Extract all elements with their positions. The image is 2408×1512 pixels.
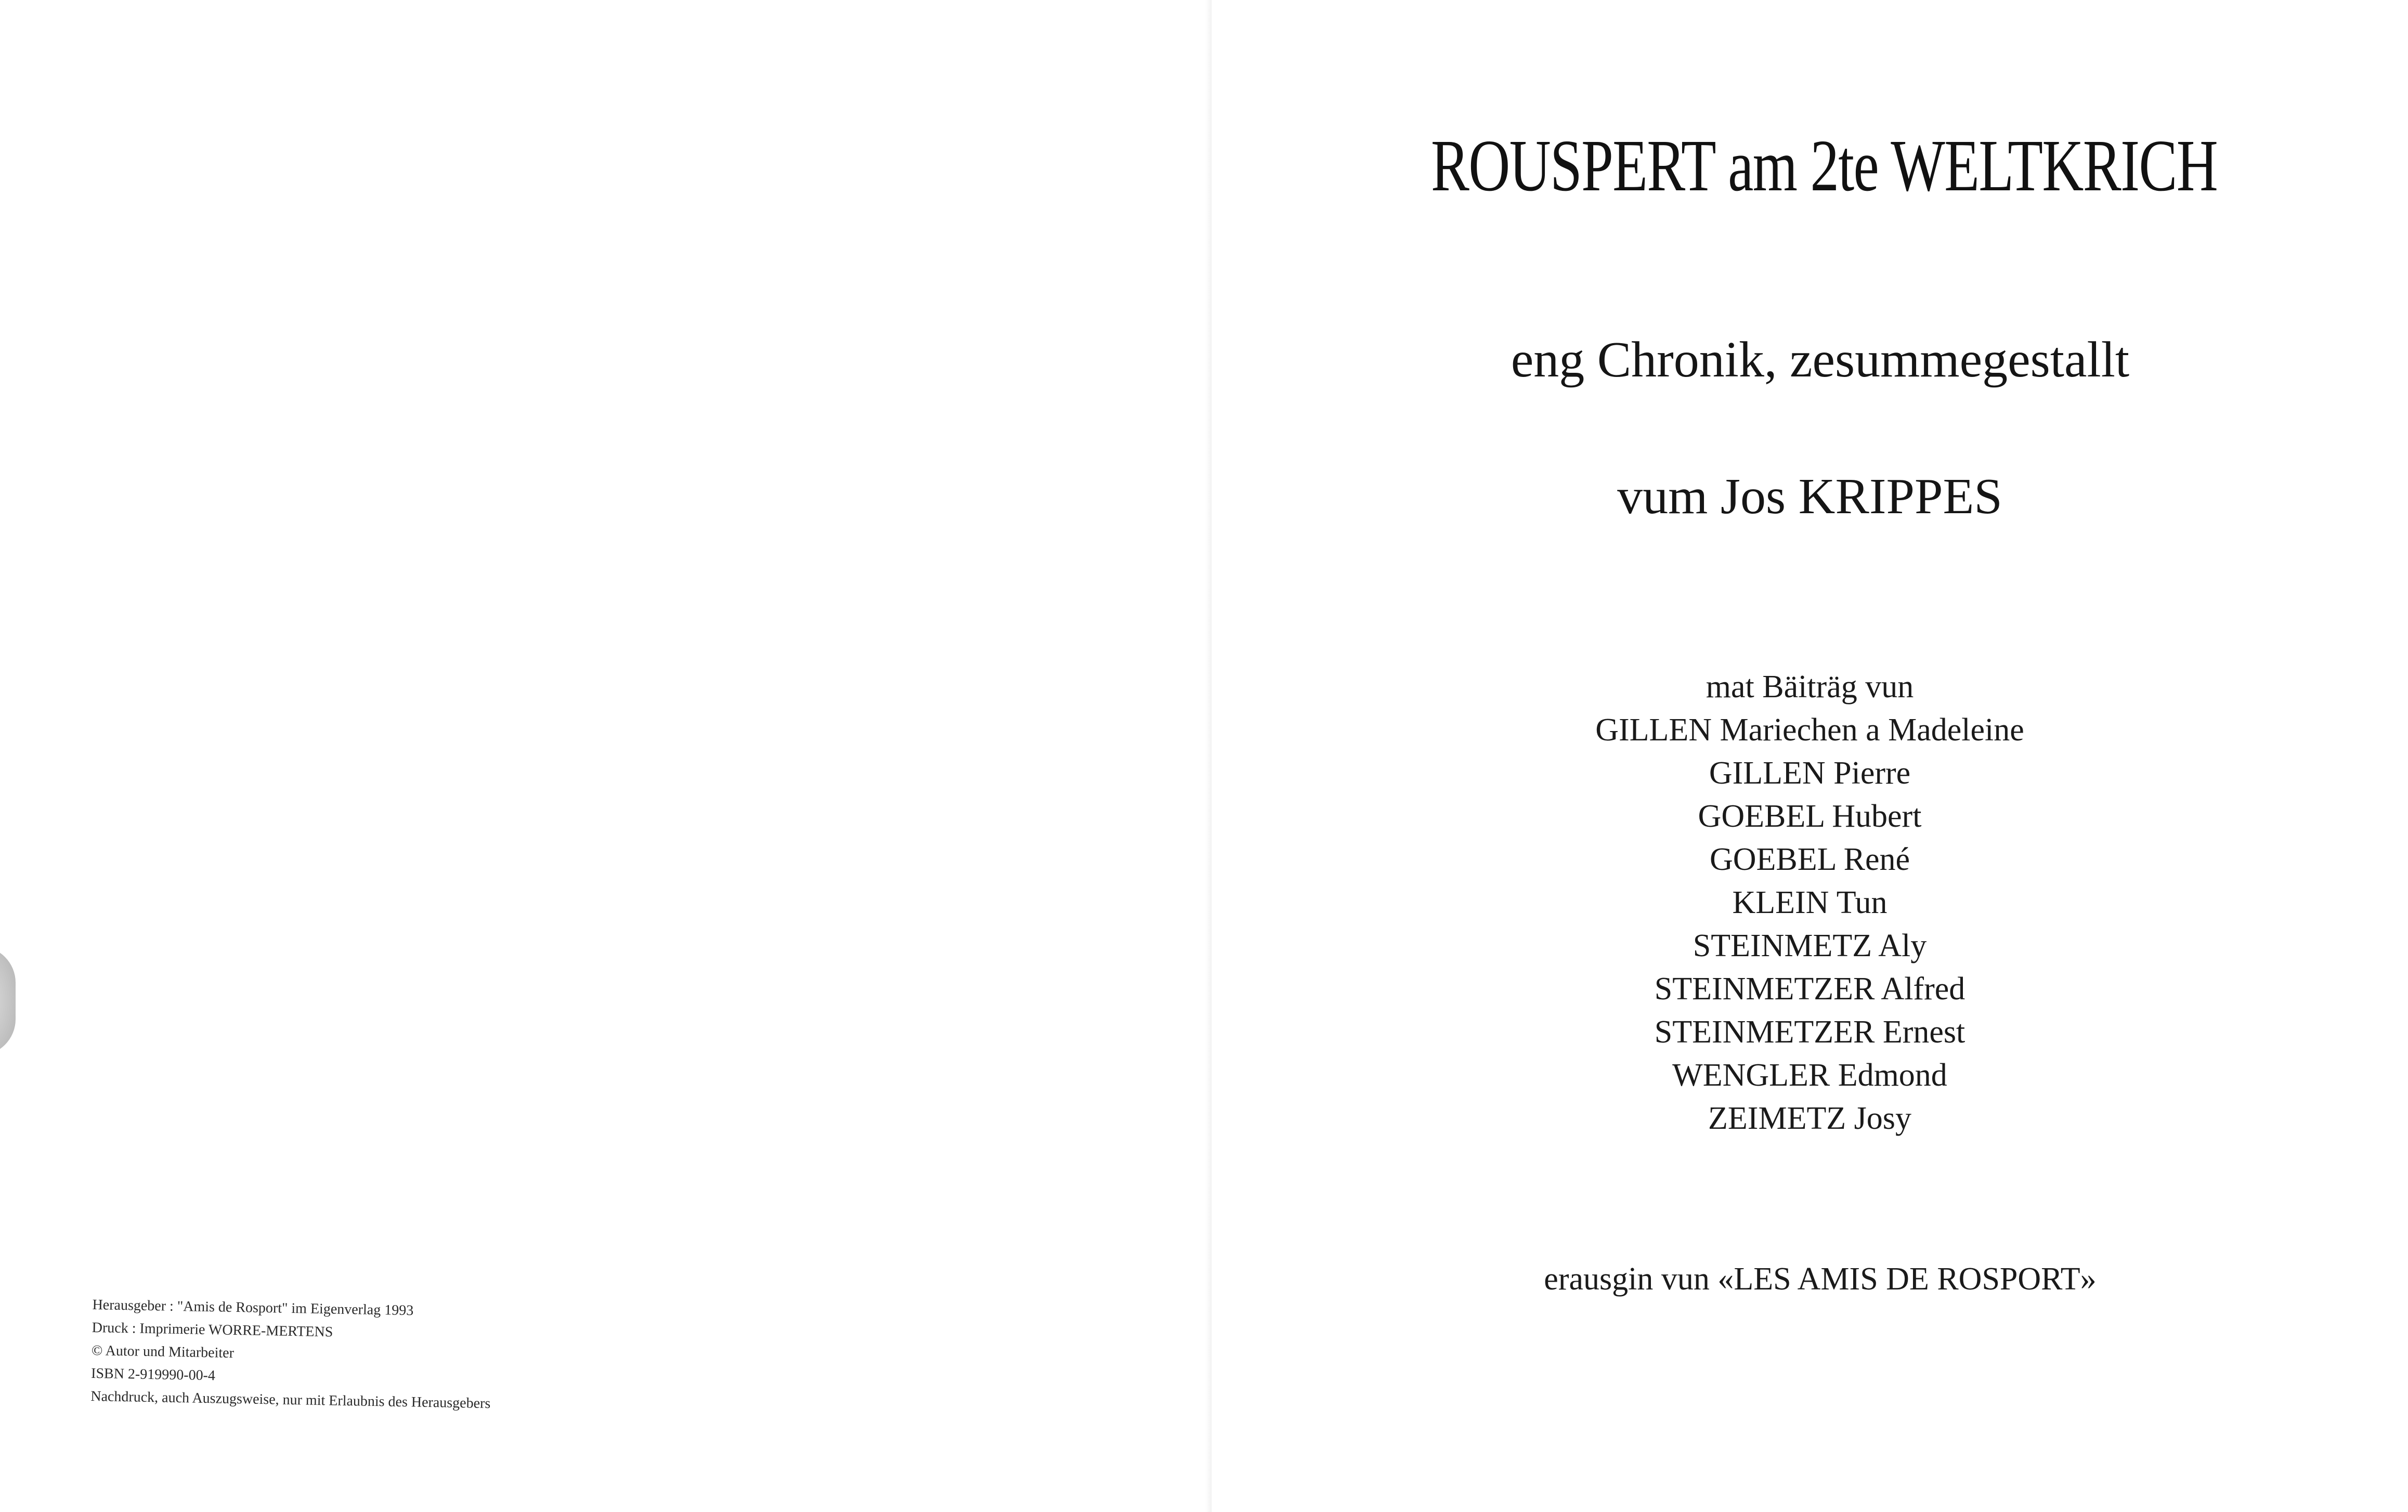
imprint-reprint-notice: Nachdruck, auch Auszugsweise, nur mit Erlaubnis des Herausgebers [90, 1388, 491, 1412]
contributor-item: STEINMETZ Aly [1693, 928, 1927, 963]
imprint-copyright-line: © Autor und Mitarbeiter [91, 1342, 235, 1361]
contributors-heading: mat Bäiträg vun [1706, 669, 1914, 705]
contributor-item: KLEIN Tun [1732, 885, 1888, 920]
contributor-item: GOEBEL Hubert [1698, 799, 1922, 834]
contributor-item: STEINMETZER Alfred [1654, 971, 1966, 1007]
publisher-line: erausgin vun «LES AMIS DE ROSPORT» [1544, 1261, 2097, 1297]
book-title: ROUSPERT am 2te WELTKRICH [1430, 124, 2218, 206]
book-subtitle: eng Chronik, zesummegestallt [1511, 332, 2130, 388]
contributor-item: GILLEN Mariechen a Madeleine [1595, 712, 2024, 748]
imprint-publisher-line: Herausgeber : "Amis de Rosport" im Eigenverlag 1993 [92, 1296, 414, 1319]
contributor-item: GOEBEL René [1709, 842, 1910, 877]
imprint-block [90, 1294, 613, 1417]
contributor-item: ZEIMETZ Josy [1708, 1101, 1911, 1136]
imprint-printer-line: Druck : Imprimerie WORRE-MERTENS [92, 1319, 333, 1340]
right-page [1212, 0, 2408, 1512]
contributor-item: GILLEN Pierre [1709, 755, 1911, 791]
book-author: vum Jos KRIPPES [1617, 468, 2002, 525]
contributor-item: WENGLER Edmond [1672, 1058, 1947, 1093]
binding-hole-shadow [0, 946, 16, 1055]
contributors-list [1212, 666, 2408, 1140]
contributor-item: STEINMETZER Ernest [1654, 1014, 1966, 1050]
imprint-isbn-line: ISBN 2-919990-00-4 [90, 1365, 216, 1384]
